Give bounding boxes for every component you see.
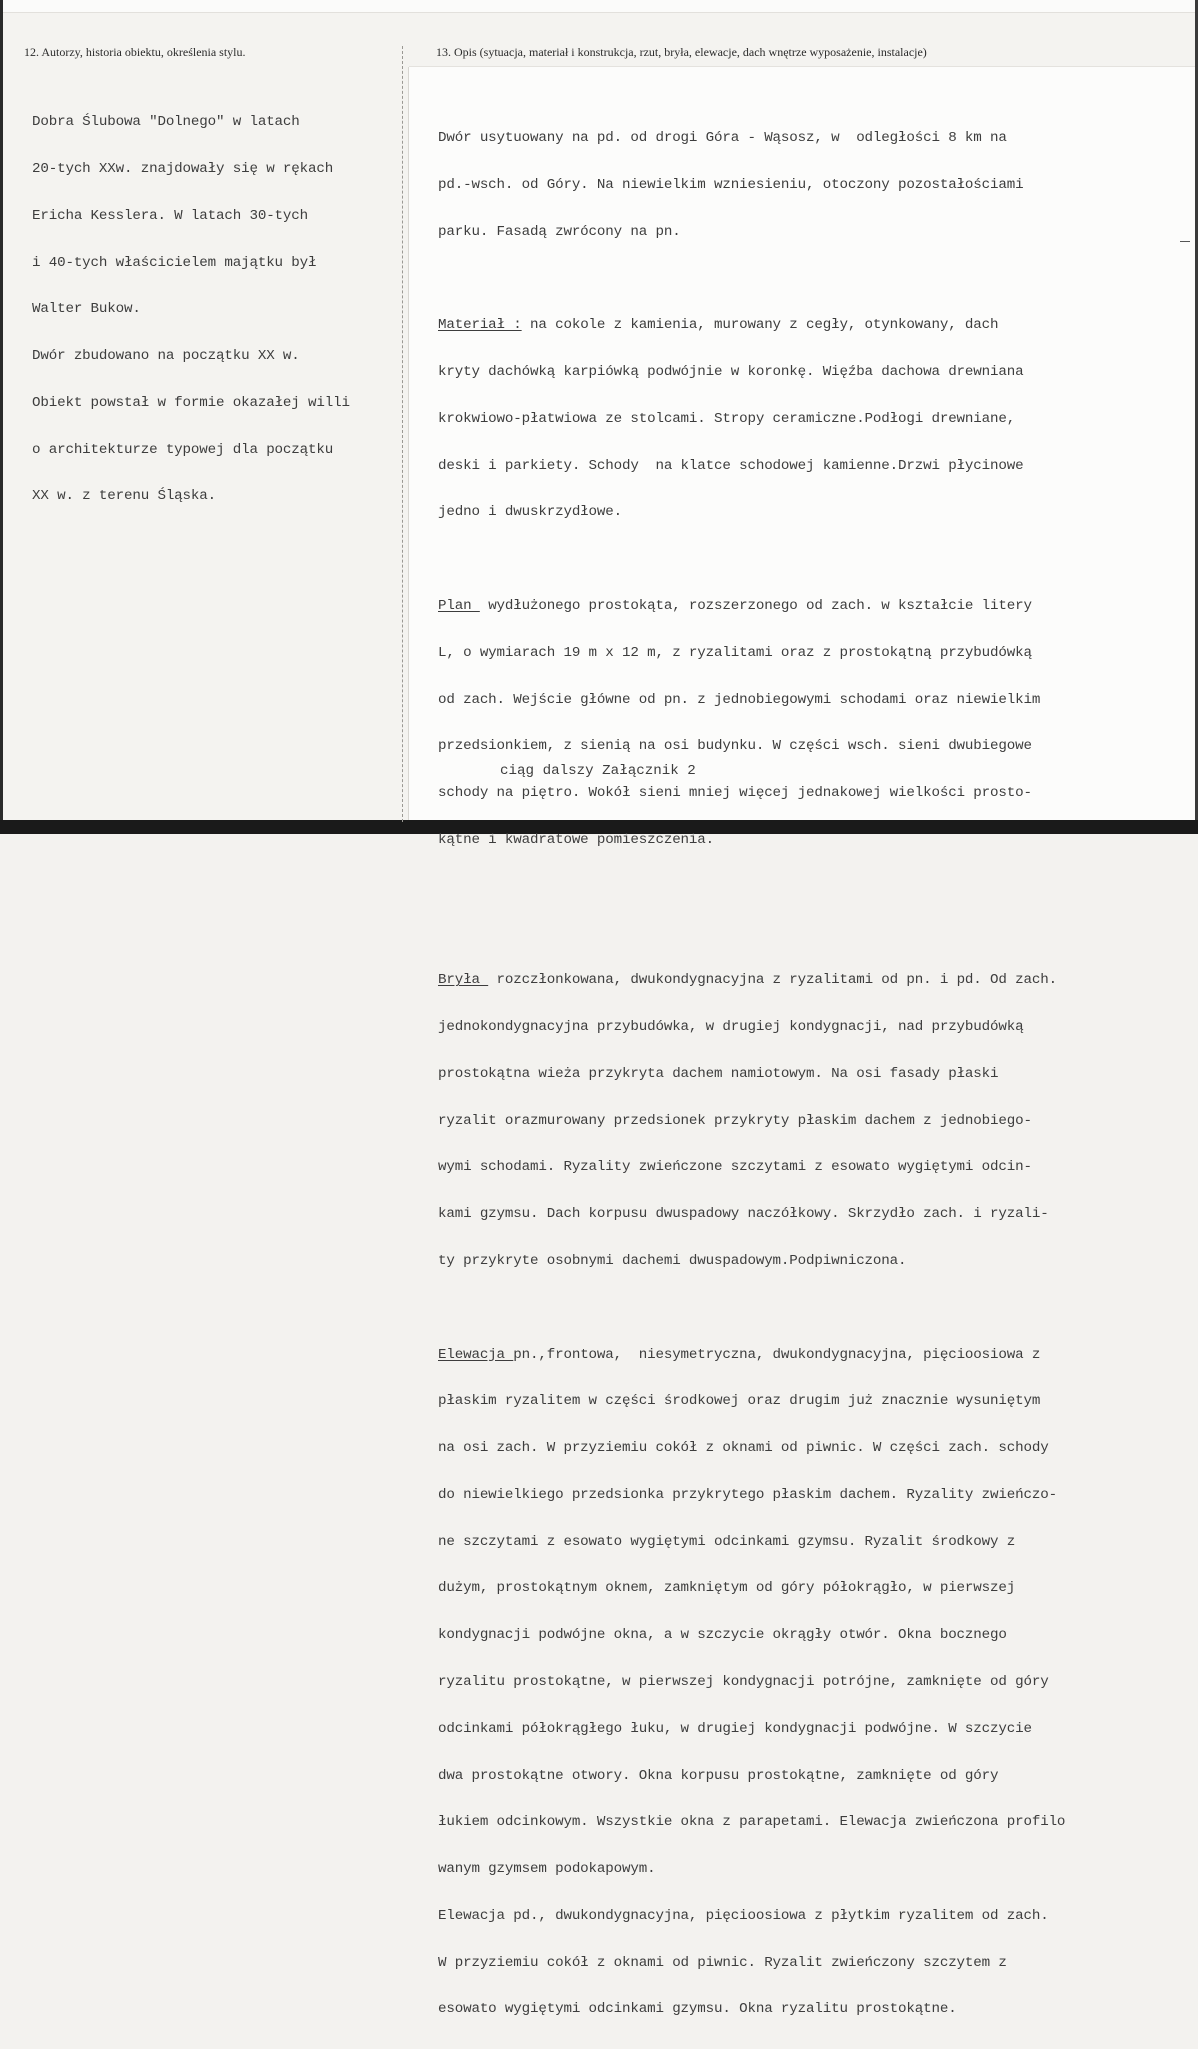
scan-edge-top bbox=[0, 0, 1198, 13]
history-line: Ericha Kesslera. W latach 30-tych bbox=[32, 207, 309, 224]
situation-line: Dwór usytuowany na pd. od drogi Góra - Wąsosz, w odległości 8 km na bbox=[438, 130, 1007, 147]
plan-line: L, o wymiarach 19 m x 12 m, z ryzalitami oraz z prostokątną przybudówką bbox=[438, 644, 1032, 661]
plan-line: Plan wydłużonego prostokąta, rozszerzonego od zach. w kształcie litery bbox=[438, 598, 1032, 614]
bryla-line: jednokondygnacyjna przybudówka, w drugiej kondygnacji, nad przybudówką bbox=[438, 1019, 1024, 1036]
elewacja-line: dużym, prostokątnym oknem, zamkniętym od góry półokrągło, w pierwszej bbox=[438, 1580, 1016, 1597]
material-line: krokwiowo-płatwiowa ze stolcami. Stropy ceramiczne.Podłogi drewniane, bbox=[438, 410, 1016, 427]
bryla-label: Bryła bbox=[438, 972, 489, 989]
elewacja-line: dwa prostokątne otwory. Okna korpusu prostokątne, zamknięte od góry bbox=[438, 1767, 999, 1784]
elewacja-line: wanym gzymsem podokapowym. bbox=[438, 1861, 656, 1878]
material-line: kryty dachówką karpiówką podwójnie w koronkę. Więźba dachowa drewniana bbox=[438, 364, 1024, 381]
history-line: XX w. z terenu Śląska. bbox=[32, 488, 217, 505]
bryla-line: Bryła rozczłonkowana, dwukondygnacyjna z ryzalitami od pn. i pd. Od zach. bbox=[438, 972, 1057, 989]
elewacja-line: łukiem odcinkowym. Wszystkie okna z parapetami. Elewacja zwieńczona profilo bbox=[438, 1814, 1066, 1831]
history-line: Dobra Ślubowa "Dolnego" w latach bbox=[32, 114, 300, 131]
description-text bbox=[438, 100, 1065, 2049]
history-line: Obiekt powstał w formie okazałej willi bbox=[32, 394, 350, 411]
section-13-header: 13. Opis (sytuacja, materiał i konstrukcja, rzut, bryła, elewacje, dach wnętrze wyposażenie, instalacje) bbox=[436, 45, 927, 59]
margin-tick-mark bbox=[1180, 241, 1190, 242]
situation-line: pd.-wsch. od Góry. Na niewielkim wzniesieniu, otoczony pozostałościami bbox=[438, 176, 1024, 193]
elewacja-line: odcinkami półokrągłego łuku, w drugiej kondygnacji podwójne. W szczycie bbox=[438, 1720, 1032, 1737]
plan-line bbox=[438, 880, 1065, 896]
elewacja-line: na osi zach. W przyziemiu cokół z oknami od piwnic. W części zach. schody bbox=[438, 1440, 1049, 1457]
history-line: Dwór zbudowano na początku XX w. bbox=[32, 348, 300, 365]
history-line: o architekturze typowej dla początku bbox=[32, 441, 334, 458]
continuation-note: ciąg dalszy Załącznik 2 bbox=[500, 763, 696, 779]
column-divider bbox=[402, 46, 403, 822]
history-line: i 40-tych właścicielem majątku był bbox=[32, 254, 317, 271]
elewacja-line: do niewielkiego przedsionka przykrytego płaskim dachem. Ryzality zwieńczo- bbox=[438, 1486, 1057, 1503]
elewacja-line: płaskim ryzalitem w części środkowej oraz drugim już znacznie wysuniętym bbox=[438, 1393, 1041, 1410]
bryla-line: prostokątna wieża przykryta dachem namiotowym. Na osi fasady płaski bbox=[438, 1065, 999, 1082]
bryla-line: kami gzymsu. Dach korpusu dwuspadowy naczółkowy. Skrzydło zach. i ryzali- bbox=[438, 1206, 1049, 1223]
history-text bbox=[32, 84, 350, 536]
elewacja-line: Elewacja pn.,frontowa, niesymetryczna, dwukondygnacyjna, pięcioosiowa z bbox=[438, 1346, 1041, 1363]
elewacja-line: kondygnacji podwójne okna, a w szczycie okrągły otwór. Okna bocznego bbox=[438, 1627, 1007, 1644]
bryla-line: wymi schodami. Ryzality zwieńczone szczytami z esowato wygiętymi odcin- bbox=[438, 1159, 1032, 1176]
scan-edge-left bbox=[0, 0, 3, 834]
elewacja-line: ne szczytami z esowato wygiętymi odcinkami gzymsu. Ryzalit środkowy z bbox=[438, 1533, 1016, 1550]
material-line: Materiał : na cokole z kamienia, murowany z cegły, otynkowany, dach bbox=[438, 317, 999, 334]
plan-line: kątne i kwadratowe pomieszczenia. bbox=[438, 831, 715, 848]
material-line: jedno i dwuskrzydłowe. bbox=[438, 504, 623, 521]
bryla-line: ryzalit orazmurowany przedsionek przykryty płaskim dachem z jednobiego- bbox=[438, 1112, 1032, 1129]
elewacja-line: W przyziemiu cokół z oknami od piwnic. Ryzalit zwieńczony szczytem z bbox=[438, 1954, 1007, 1971]
elewacja-line: esowato wygiętymi odcinkami gzymsu. Okna ryzalitu prostokątne. bbox=[438, 2001, 957, 2018]
elewacja-label: Elewacja bbox=[438, 1346, 514, 1363]
material-line: deski i parkiety. Schody na klatce schodowej kamienne.Drzwi płycinowe bbox=[438, 457, 1024, 474]
bryla-line: ty przykryte osobnymi dachemi dwuspadowym.Podpiwniczona. bbox=[438, 1252, 907, 1269]
history-line: Walter Bukow. bbox=[32, 301, 141, 318]
elewacja-line: ryzalitu prostokątne, w pierwszej kondygnacji potrójne, zamknięte od góry bbox=[438, 1673, 1049, 1690]
situation-line: parku. Fasadą zwrócony na pn. bbox=[438, 223, 681, 240]
plan-line: schody na piętro. Wokół sieni mniej więcej jednakowej wielkości prosto- bbox=[438, 785, 1032, 802]
section-12-header: 12. Autorzy, historia obiektu, określenia stylu. bbox=[24, 45, 246, 59]
material-label: Materiał : bbox=[438, 317, 522, 334]
history-line: 20-tych XXw. znajdowały się w rękach bbox=[32, 160, 334, 177]
elewacja-line: Elewacja pd., dwukondygnacyjna, pięcioosiowa z płytkim ryzalitem od zach. bbox=[438, 1907, 1049, 1924]
plan-line: przedsionkiem, z sienią na osi budynku. W części wsch. sieni dwubiegowe bbox=[438, 738, 1032, 755]
plan-label: Plan bbox=[438, 598, 480, 614]
plan-line: od zach. Wejście główne od pn. z jednobiegowymi schodami oraz niewielkim bbox=[438, 691, 1041, 708]
